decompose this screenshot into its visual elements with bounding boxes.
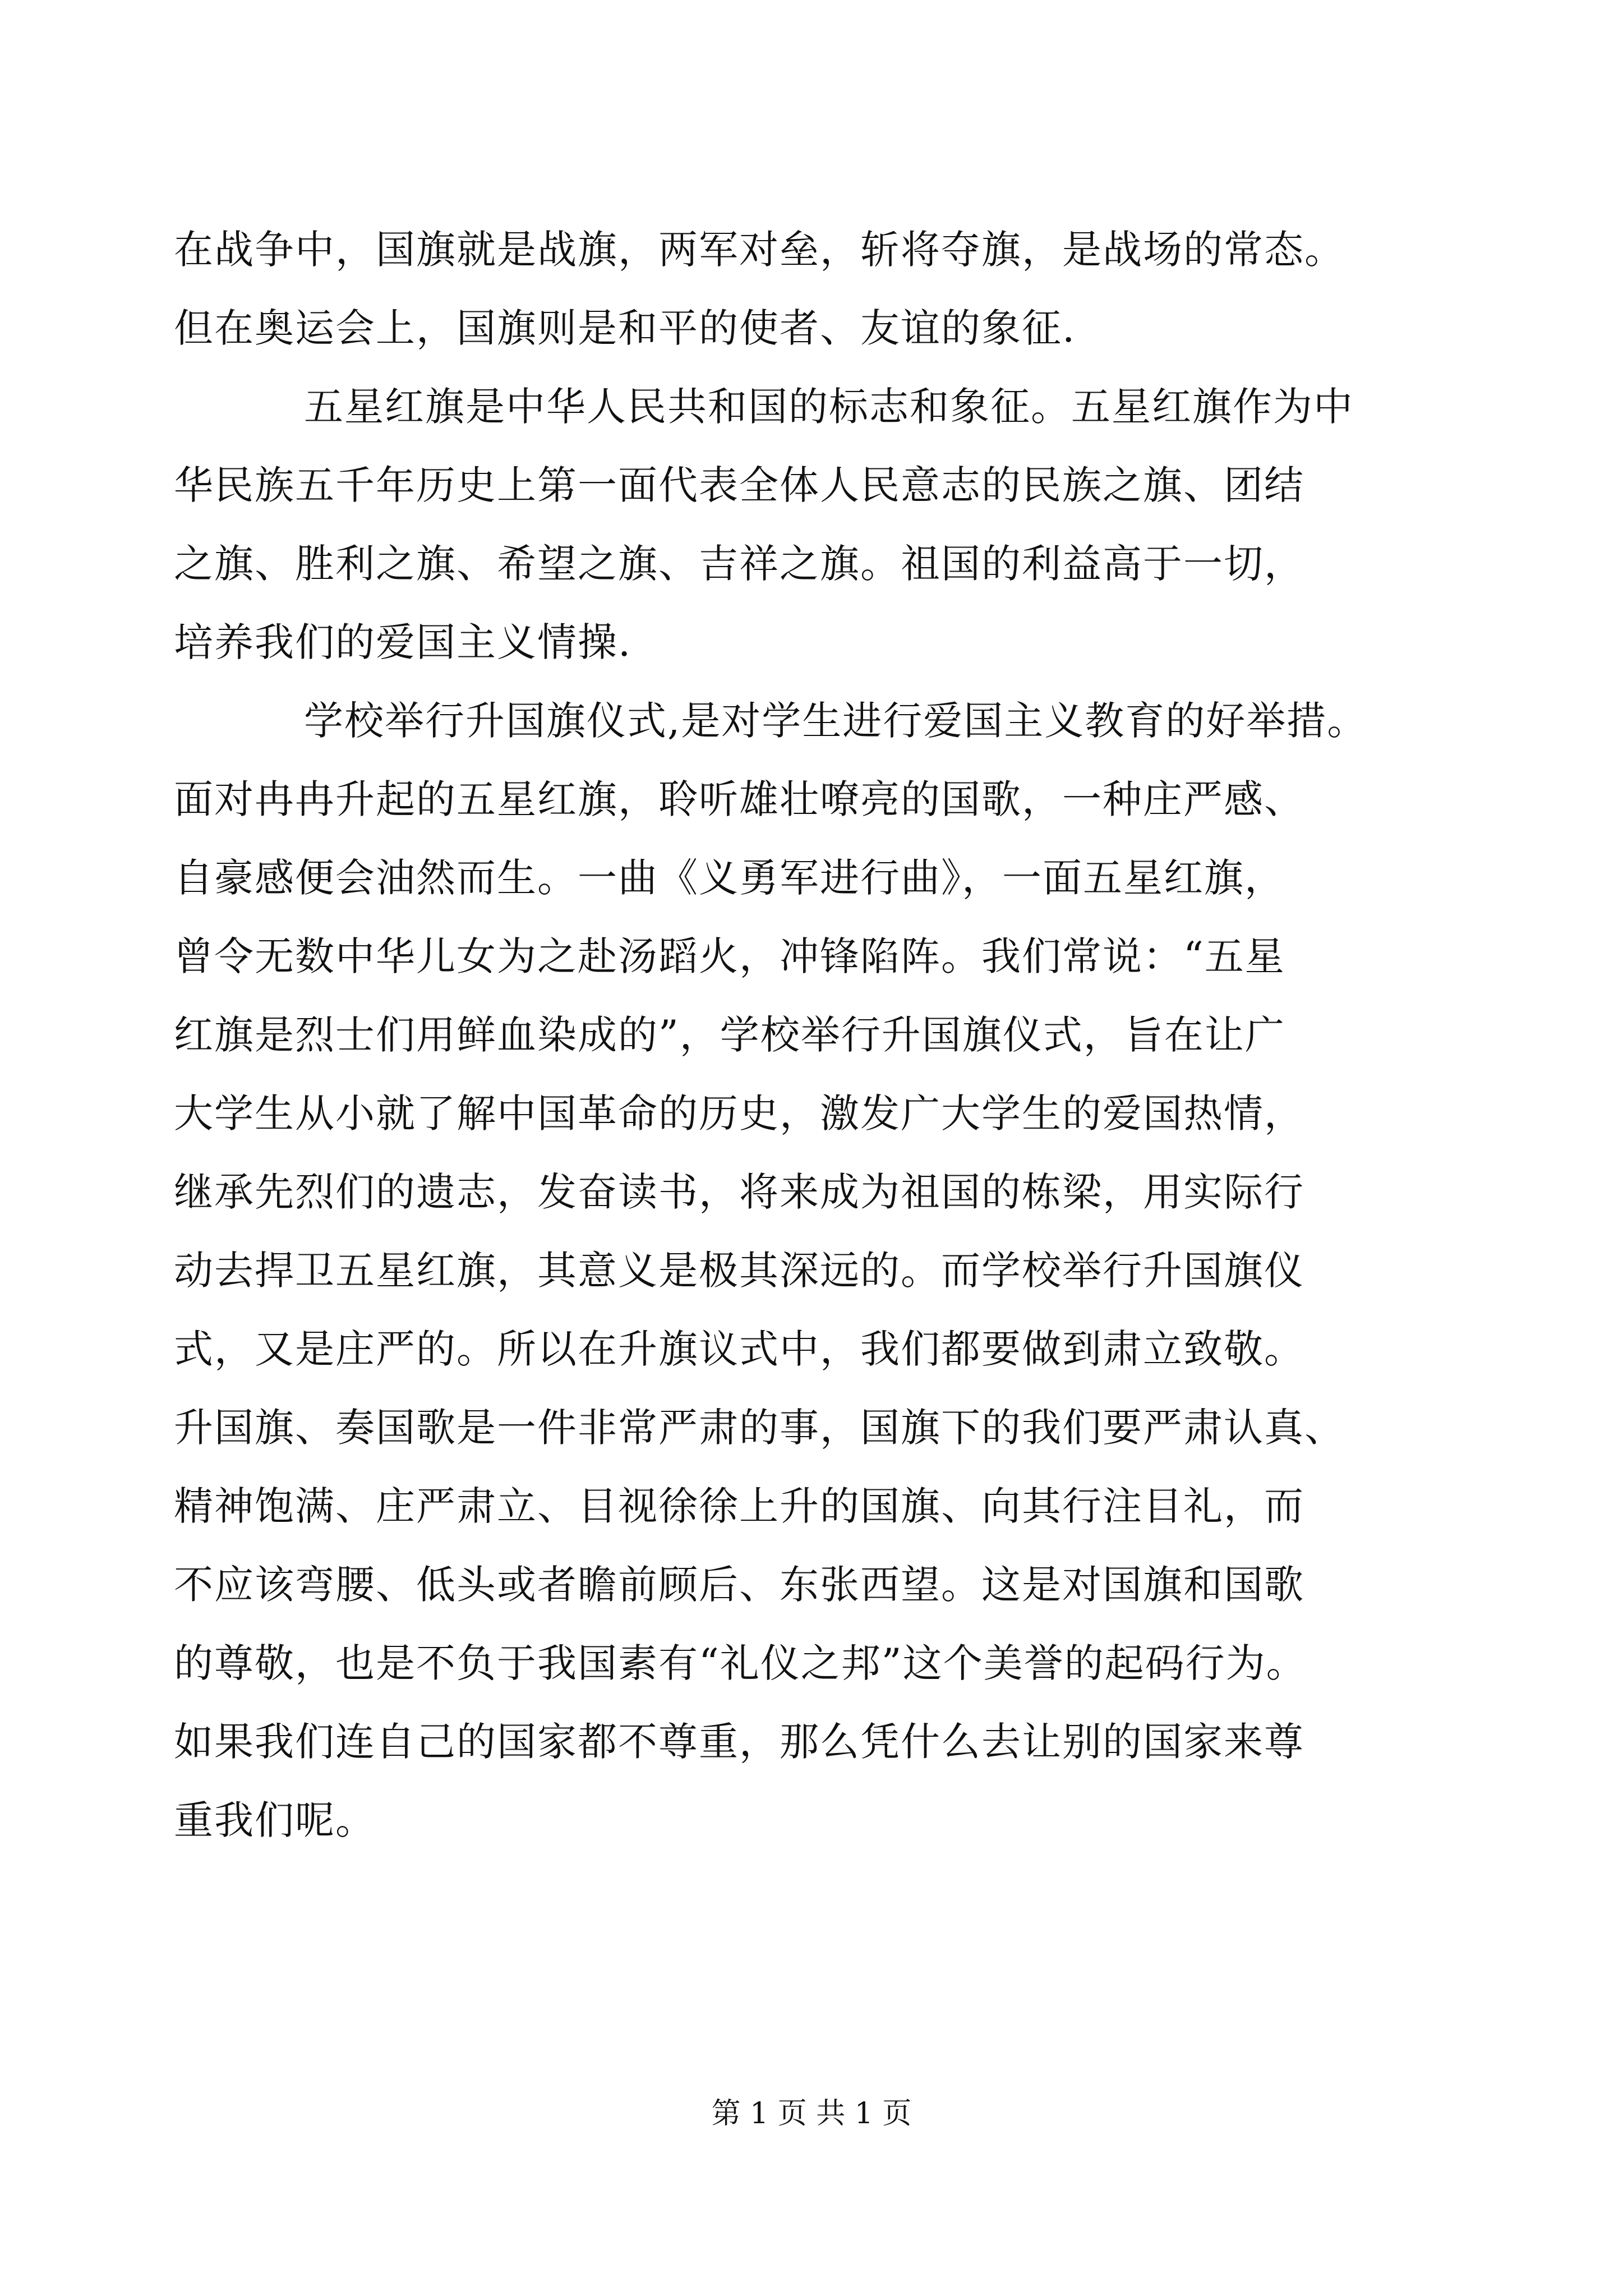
page-footer: 第 1 页 共 1 页 [711,2097,912,2131]
text-line: 精神饱满、庄严肃立、目视徐徐上升的国旗、向其行注目礼，而 [174,1483,1304,1529]
text-line: 继承先烈们的遗志，发奋读书，将来成为祖国的栋梁，用实际行 [174,1169,1304,1215]
text-line: 的尊敬，也是不负于我国素有“礼仪之邦”这个美誉的起码行为。 [174,1640,1307,1686]
text-line: 红旗是烈士们用鲜血染成的”，学校举行升国旗仪式，旨在让广 [174,1012,1285,1058]
paragraph [174,367,1447,682]
text-line: 之旗、胜利之旗、希望之旗、吉祥之旗。祖国的利益高于一切， [174,541,1304,587]
paragraph [174,682,1447,1860]
text-line: 面对冉冉升起的五星红旗，聆听雄壮嘹亮的国歌，一种庄严感、 [174,776,1304,822]
text-line: 不应该弯腰、低头或者瞻前顾后、东张西望。这是对国旗和国歌 [174,1562,1304,1608]
text-line: 学校举行升国旗仪式,是对学生进行爱国主义教育的好举措。 [304,698,1368,744]
text-line: 五星红旗是中华人民共和国的标志和象征。五星红旗作为中 [304,384,1354,430]
text-line: 自豪感便会油然而生。一曲《义勇军进行曲》，一面五星红旗， [174,855,1285,901]
text-line: 大学生从小就了解中国革命的历史，激发广大学生的爱国热情， [174,1091,1304,1137]
text-line: 动去捍卫五星红旗，其意义是极其深远的。而学校举行升国旗仪 [174,1248,1304,1294]
text-line: 升国旗、奏国歌是一件非常严肃的事，国旗下的我们要严肃认真、 [174,1405,1345,1451]
text-line: 重我们呢。 [174,1797,376,1843]
text-line: 在战争中，国旗就是战旗，两军对垒，斩将夺旗，是战场的常态。 [174,227,1345,273]
paragraph [174,210,1447,367]
text-line: 式，又是庄严的。所以在升旗议式中，我们都要做到肃立致敬。 [174,1326,1304,1372]
text-line: 如果我们连自己的国家都不尊重，那么凭什么去让别的国家来尊 [174,1719,1304,1765]
document-body [174,210,1447,1860]
text-line: 但在奥运会上，国旗则是和平的使者、友谊的象征. [174,305,1076,351]
text-line: 培养我们的爱国主义情操. [174,619,632,665]
text-line: 曾令无数中华儿女为之赴汤蹈火，冲锋陷阵。我们常说：“五星 [174,933,1285,979]
text-line: 华民族五千年历史上第一面代表全体人民意志的民族之旗、团结 [174,462,1304,508]
